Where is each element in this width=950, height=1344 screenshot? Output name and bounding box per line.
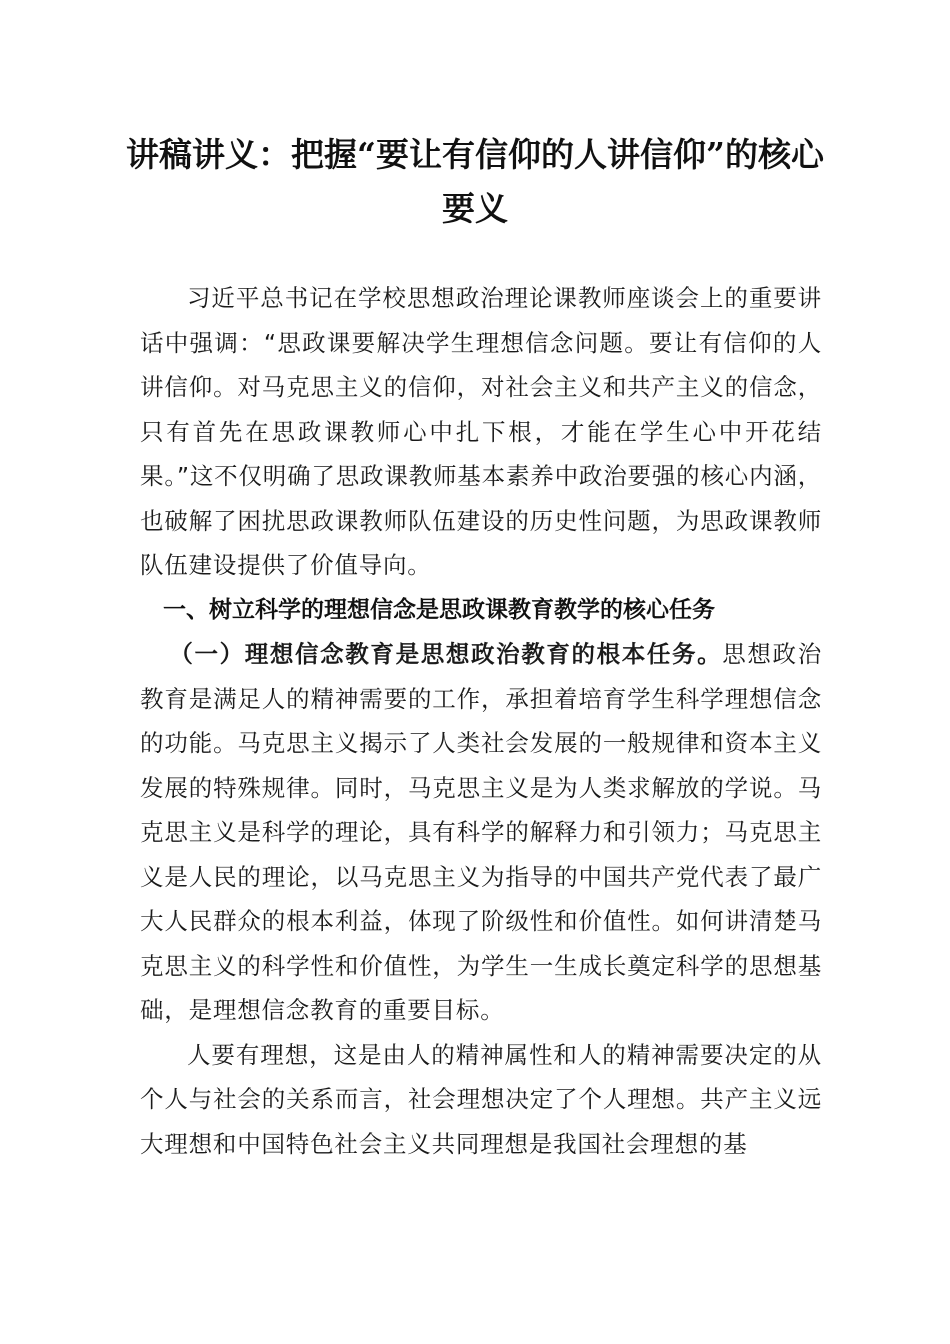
subsection-text-1: 思想政治教育是满足人的精神需要的工作，承担着培育学生科学理想信念的功能。马克思主义揭示了人类社会发展的一般规律和资本主义发展的特殊规律。同时，马克思主义是为人类求解放的学说。马克思主义是科学的理论，具有科学的解释力和引领力；马克思主义是人民的理论，以马克思主义为指导的中国共产党代表了最广大人民群众的根本利益，体现了阶级性和价值性。如何讲清楚马克思主义的科学性和价值性，为学生一生成长奠定科学的思想基础，是理想信念教育的重要目标。 [140,640,822,1024]
document-body [140,276,822,1166]
subsection-lead-1: （一）理想信念教育是思想政治教育的根本任务。 [169,640,723,668]
document-title: 讲稿讲义：把握“要让有信仰的人讲信仰”的核心要义 [126,135,824,228]
body-paragraph-2: 人要有理想，这是由人的精神属性和人的精神需要决定的从个人与社会的关系而言，社会理想决定了个人理想。共产主义远大理想和中国特色社会主义共同理想是我国社会理想的基 [140,1040,822,1158]
intro-paragraph: 习近平总书记在学校思想政治理论课教师座谈会上的重要讲话中强调：“思政课要解决学生理想信念问题。要让有信仰的人讲信仰。对马克思主义的信仰，对社会主义和共产主义的信念，只有首先在思政课教师心中扎下根，才能在学生心中开花结果。”这不仅明确了思政课教师基本素养中政治要强的核心内涵，也破解了困扰思政课教师队伍建设的历史性问题，为思政课教师队伍建设提供了价值导向。 [140,284,822,579]
subsection-paragraph-1 [140,632,822,1033]
section-heading-1: 一、树立科学的理想信念是思政课教育教学的核心任务 [163,596,715,623]
